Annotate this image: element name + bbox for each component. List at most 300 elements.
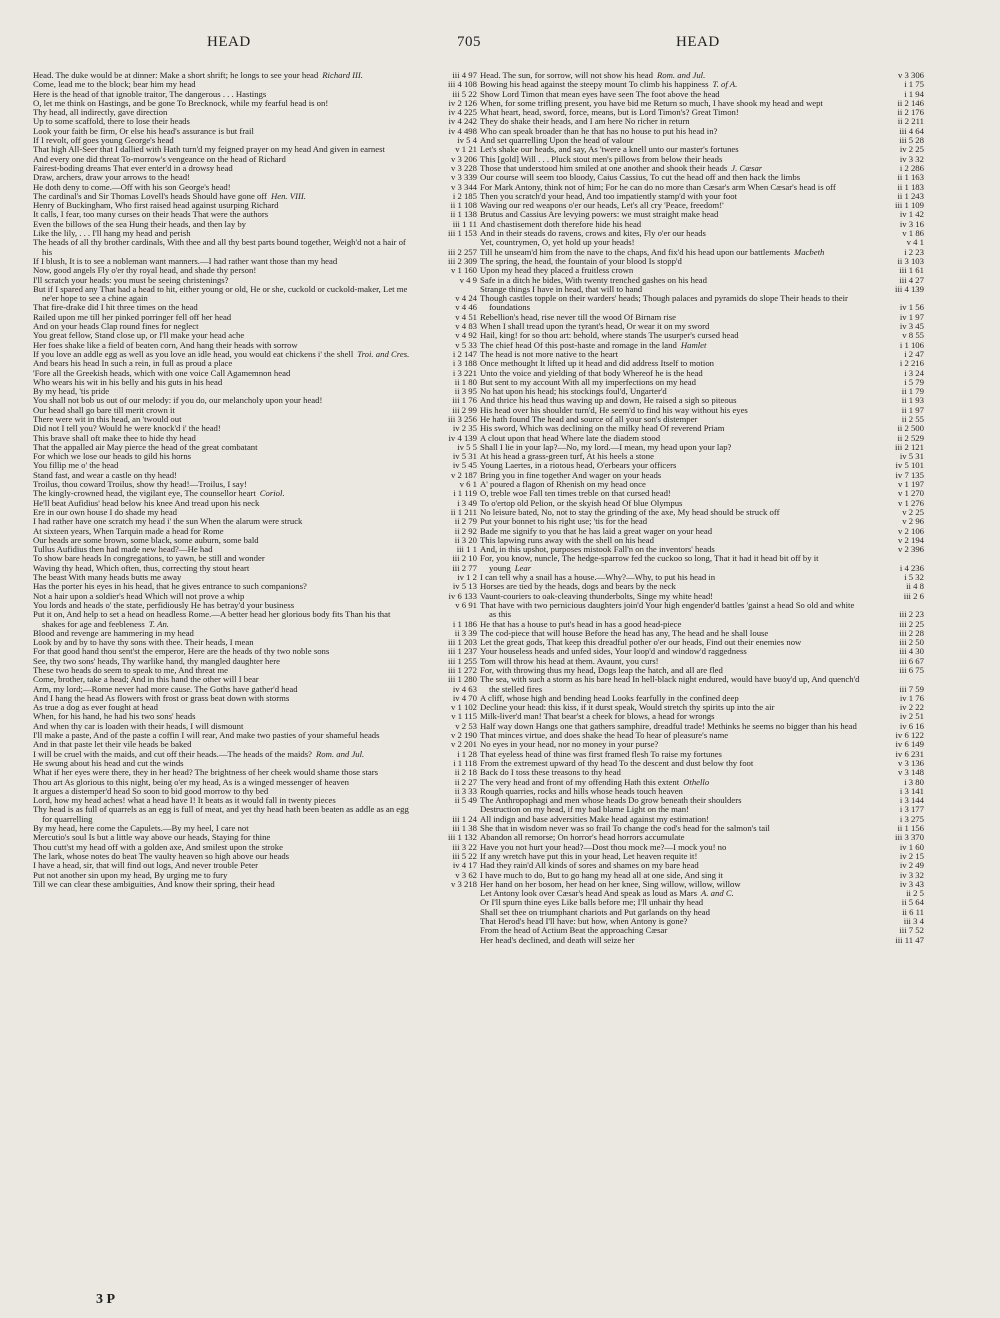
entry-quotation: Has the porter his eyes in his head, that he gives entrance to such companions? [33, 581, 307, 592]
concordance-entry [480, 601, 924, 620]
entry-quotation: Brutus and Cassius Are levying powers: we must straight make head [480, 209, 719, 220]
entry-quotation: Tullus Aufidius then had made new head?—He had [33, 544, 213, 555]
concordance-entry [480, 554, 924, 573]
entry-quotation: Thou cutt'st my head off with a golden axe, And smilest upon the stroke [33, 841, 283, 852]
entry-quotation: There were wit in this head, an 'twould out [33, 413, 182, 424]
entry-reference: v 1 276 [897, 497, 924, 508]
concordance-entry [33, 880, 477, 889]
entry-quotation: Vaunt-couriers to oak-cleaving thunderbolts, Singe my white head! [480, 590, 714, 601]
entry-quotation: Horses are tied by the heads, dogs and bears by the neck [480, 581, 676, 592]
entry-quotation: And when thy car is loaden with their heads, I will dismount [33, 720, 244, 731]
entry-quotation: O, treble woe Fall ten times treble on that cursed head! [480, 488, 671, 499]
page-number: 705 [457, 34, 481, 50]
entry-play-title: T. An. [148, 618, 169, 629]
entry-reference: iii 1 280 [448, 674, 477, 685]
entry-quotation: Thy head is as full of quarrels as an egg is full of meat, and yet thy head hath been beaten as addle as an egg for quarrelling [33, 804, 409, 824]
entry-reference: v 3 306 [897, 70, 924, 80]
entry-quotation: The cardinal's and Sir Thomas Lovell's heads Should have gone off [33, 190, 267, 201]
entry-reference: iv 4 242 [448, 116, 477, 127]
entry-reference: v 4 9 [459, 274, 477, 285]
entry-quotation: Milk-liver'd man! That bear'st a cheek for blows, a head for wrongs [480, 711, 715, 722]
entry-quotation: The kingly-crowned head, the vigilant eye, The counsellor heart [33, 488, 256, 499]
entry-reference: iii 2 23 [899, 609, 924, 620]
entry-reference: iii 2 99 [452, 404, 477, 415]
entry-reference: iv 6 16 [899, 720, 924, 731]
entry-reference: v 2 194 [897, 534, 924, 545]
concordance-entry [33, 285, 477, 304]
entry-quotation: Thy head, all indirectly, gave direction [33, 107, 168, 118]
entry-quotation: Head. The sun, for sorrow, will not show his head [480, 70, 653, 80]
entry-quotation: It argues a distemper'd head So soon to bid good morrow to thy bed [33, 785, 269, 796]
entry-quotation: Yet, countrymen, O, yet hold up your heads! [480, 237, 635, 248]
entry-reference: v 3 136 [897, 757, 924, 768]
concordance-entry [480, 936, 924, 945]
entry-quotation: By my head, here come the Capulets.—By my heel, I care not [33, 823, 249, 834]
entry-reference: v 3 339 [450, 172, 477, 183]
entry-quotation: No hat upon his head; his stockings foul'd, Ungarter'd [480, 386, 667, 397]
entry-reference: i 3 188 [452, 358, 477, 369]
entry-quotation: Show Lord Timon that mean eyes have seen The foot above the head [480, 88, 720, 99]
entry-reference: v 4 1 [906, 237, 924, 248]
entry-quotation: And chastisement doth therefore hide his head [480, 218, 642, 229]
entry-reference: ii 2 92 [454, 525, 477, 536]
entry-quotation: Who can speak broader than he that has no house to put his head in? [480, 125, 718, 136]
concordance-entry [480, 294, 924, 313]
entry-reference: ii 1 183 [897, 181, 924, 192]
entry-quotation: That fire-drake did I hit three times on the head [33, 302, 198, 313]
entry-quotation: The heads of all thy brother cardinals, With thee and all thy best parts bound together, Weigh'd not a hair of his [33, 237, 406, 257]
entry-quotation: The head is not more native to the heart [480, 348, 618, 359]
entry-reference: iii 3 4 [903, 916, 924, 927]
entry-reference: iv 1 60 [899, 841, 924, 852]
entry-quotation: Bring you in fine together And wager on your heads [480, 469, 662, 480]
entry-reference: iii 1 132 [448, 832, 477, 843]
entry-quotation: Troilus, thou coward Troilus, show thy head!—Troilus, I say! [33, 479, 247, 490]
entry-reference: ii 5 49 [454, 795, 477, 806]
entry-quotation: The spring, the head, the fountain of your blood Is stopp'd [480, 255, 682, 266]
entry-quotation: Look by and by to have thy sons with thee. Their heads, I mean [33, 637, 254, 648]
entry-quotation: Look your faith be firm, Or else his head's assurance is but frail [33, 125, 254, 136]
entry-reference: iii 6 75 [899, 665, 924, 675]
entry-quotation: The chief head Of this post-haste and romage in the land [480, 339, 677, 350]
entry-quotation: Decline your head: this kiss, if it durst speak, Would stretch thy spirits up into the air [480, 702, 775, 713]
entry-reference: iii 1 153 [448, 228, 477, 239]
entry-quotation: That minces virtue, and does shake the head To hear of pleasure's name [480, 730, 729, 741]
running-head-right: HEAD [676, 34, 720, 50]
entry-reference: ii 2 55 [901, 413, 924, 424]
entry-quotation: For Mark Antony, think not of him; For he can do no more than Cæsar's arm When Cæsar's head is off [480, 181, 836, 192]
entry-reference: iv 5 31 [899, 451, 924, 462]
entry-reference: iv 4 498 [448, 125, 477, 136]
entry-quotation: Her head's declined, and death will seize her [480, 934, 635, 945]
entry-reference: ii 1 211 [450, 506, 477, 517]
entry-quotation: Bade me signify to you that he has laid a great wager on your head [480, 525, 713, 536]
entry-reference: iv 2 25 [899, 144, 924, 155]
entry-reference: ii 1 93 [901, 395, 924, 406]
entry-reference: iii 1 76 [452, 395, 477, 406]
entry-quotation: He'll beat Aufidius' head below his knee And tread upon his neck [33, 497, 260, 508]
entry-quotation: Put your bonnet to his right use; 'tis for the head [480, 516, 648, 527]
entry-reference: v 3 344 [450, 181, 477, 192]
left-column [33, 71, 477, 889]
entry-reference: iv 2 51 [899, 711, 924, 722]
entry-quotation: I have much to do, But to go hang my head all at one side, And sing it [480, 869, 723, 880]
entry-quotation: I can tell why a snail has a house.—Why?—Why, to put his head in [480, 572, 716, 583]
entry-quotation: As true a dog as ever fought at head [33, 702, 158, 713]
entry-reference: v 2 187 [450, 469, 477, 480]
entry-quotation: That Herod's head I'll have: but how, when Antony is gone? [480, 916, 688, 927]
entry-quotation: The sea, with such a storm as his bare head In hell-black night endured, would have buoy'd up, And quench'd the stelled fires [480, 674, 860, 694]
entry-reference: iv 5 5 [457, 441, 477, 452]
entry-quotation: For, you know, nuncle, The hedge-sparrow fed the cuckoo so long, That it had it head bit off by it young [480, 553, 819, 573]
entry-quotation: Unto the voice and yielding of that body Whereof he is the head [480, 367, 703, 378]
entry-reference: iv 1 2 [457, 572, 477, 583]
entry-reference: i 5 32 [904, 572, 924, 583]
entry-quotation: Our heads are some brown, some black, some auburn, some bald [33, 534, 259, 545]
entry-quotation: What if her eyes were there, they in her head? The brightness of her cheek would shame those stars [33, 767, 379, 778]
entry-quotation: They do shake their heads, and I am here No richer in return [480, 116, 690, 127]
entry-quotation: Destruction on my head, if my bad blame Light on the man! [480, 804, 689, 815]
entry-quotation: 'Fore all the Greekish heads, which with one voice Call Agamemnon head [33, 367, 291, 378]
entry-reference: v 2 106 [897, 525, 924, 536]
entry-reference: v 2 396 [897, 544, 924, 555]
entry-quotation: You lords and heads o' the state, perfidiously He has betray'd your business [33, 599, 295, 610]
entry-quotation: See, thy two sons' heads, Thy warlike hand, thy mangled daughter here [33, 655, 281, 666]
entry-quotation: Upon my head they placed a fruitless crown [480, 265, 634, 276]
entry-reference: ii 1 243 [897, 190, 924, 201]
entry-quotation: Till we can clear these ambiguities, And know their spring, their head [33, 878, 275, 889]
entry-reference: ii 1 97 [901, 404, 924, 415]
entry-quotation: I had rather have one scratch my head i' the sun When the alarum were struck [33, 516, 303, 527]
entry-reference: i 3 80 [904, 776, 924, 787]
entry-play-title: Troi. and Cres. [357, 348, 410, 359]
entry-quotation: Rough quarries, rocks and hills whose heads touch heaven [480, 785, 683, 796]
entry-quotation: I'll make a paste, And of the paste a coffin I will rear, And make two pasties of your shameful heads [33, 730, 380, 741]
entry-reference: iii 1 38 [452, 823, 477, 834]
entry-reference: v 4 46 [455, 302, 477, 313]
entry-play-title: Richard III. [322, 70, 363, 80]
entry-reference: v 4 51 [455, 311, 477, 322]
entry-reference: iv 4 70 [452, 692, 477, 703]
entry-reference: iii 7 59 [899, 683, 924, 694]
entry-quotation: These two heads do seem to speak to me, And threat me [33, 665, 228, 675]
entry-reference: v 2 201 [450, 739, 477, 750]
entry-play-title: A. and C. [701, 888, 734, 899]
entry-reference: v 4 83 [455, 321, 477, 332]
entry-quotation: Here is the head of that ignoble traitor, The dangerous . . . Hastings [33, 88, 267, 99]
entry-quotation: That have with two pernicious daughters join'd Your high engender'd battles 'gainst a head So old and white as this [480, 599, 855, 620]
entry-quotation: Or I'll spurn thine eyes Like balls before me; I'll unhair thy head [480, 897, 704, 908]
entry-quotation: You fillip me o' the head [33, 460, 119, 471]
entry-reference: v 1 115 [451, 711, 477, 722]
entry-quotation: Blood and revenge are hammering in my head [33, 627, 194, 638]
entry-quotation: Up to some scaffold, there to lose their heads [33, 116, 190, 127]
entry-reference: ii 1 79 [901, 386, 924, 397]
entry-quotation: Tom will throw his head at them. Avaunt, you curs! [480, 655, 659, 666]
entry-quotation: From the extremest upward of thy head To the descent and dust below thy foot [480, 757, 754, 768]
entry-reference: i 3 24 [904, 367, 924, 378]
entry-quotation: Draw, archers, draw your arrows to the head! [33, 172, 190, 183]
entry-reference: iv 2 49 [899, 860, 924, 871]
entry-quotation: Mercutio's soul Is but a little way above our heads, Staying for thine [33, 832, 271, 843]
signature-mark: 3 P [96, 1292, 116, 1307]
entry-quotation: And bears his head In such a rein, in full as proud a place [33, 358, 233, 369]
entry-reference: i 1 106 [899, 339, 924, 350]
entry-quotation: Her foes shake like a field of beaten corn, And hang their heads with sorrow [33, 339, 298, 350]
running-head-left: HEAD [207, 34, 251, 50]
entry-quotation: Railed upon me till her pinked porringer fell off her head [33, 311, 232, 322]
entry-quotation: And set quarrelling Upon the head of valour [480, 135, 634, 146]
entry-reference: i 3 177 [899, 804, 924, 815]
entry-reference: iv 1 97 [899, 311, 924, 322]
entry-reference: i 2 47 [904, 348, 924, 359]
entry-reference: iv 6 133 [448, 590, 477, 601]
entry-reference: iii 1 237 [448, 646, 477, 657]
entry-quotation: Let the great gods, That keep this dreadful pother o'er our heads, Find out their enemies now [480, 637, 802, 648]
entry-quotation: The Anthropophagi and men whose heads Do grow beneath their shoulders [480, 795, 742, 806]
entry-reference: iv 6 231 [895, 748, 924, 759]
entry-reference: iv 1 42 [899, 209, 924, 220]
entry-quotation: And, in this upshot, purposes mistook Fall'n on the inventors' heads [480, 544, 715, 555]
entry-quotation: Our course will seem too bloody, Caius Cassius, To cut the head off and then hack the limbs [480, 172, 801, 183]
entry-reference: i 4 236 [899, 562, 924, 573]
entry-reference: i 1 186 [452, 618, 477, 629]
entry-play-title: T. of A. [712, 79, 738, 90]
entry-quotation: If you love an addle egg as well as you love an idle head, you would eat chickens i' the shell [33, 348, 354, 359]
entry-reference: v 6 1 [459, 479, 477, 490]
entry-reference: iii 6 67 [899, 655, 924, 666]
entry-reference: iv 4 63 [452, 683, 477, 694]
entry-quotation: Let's shake our heads, and say, As 'twere a knell unto our master's fortunes [480, 144, 739, 155]
entry-quotation: This lapwing runs away with the shell on his head [480, 534, 654, 545]
entry-quotation: Stand fast, and wear a castle on thy head! [33, 469, 178, 480]
entry-quotation: And every one did threat To-morrow's vengeance on the head of Richard [33, 153, 286, 164]
entry-reference: iv 5 101 [895, 460, 924, 471]
entry-reference: iii 3 22 [452, 841, 477, 852]
entry-quotation: That high All-Seer that I dallied with Hath turn'd my feigned prayer on my head And given in earnest [33, 144, 385, 155]
entry-reference: v 3 148 [897, 767, 924, 778]
entry-quotation: Have you not hurt your head?—Dost thou mock me?—I mock you! no [480, 841, 727, 852]
entry-reference: iii 2 121 [895, 441, 924, 452]
entry-quotation: Safe in a ditch he bides, With twenty trenched gashes on his head [480, 274, 707, 285]
entry-quotation: She that in wisdom never was so frail To change the cod's head for the salmon's tail [480, 823, 770, 834]
entry-reference: ii 1 108 [450, 200, 477, 211]
entry-quotation: I'll scratch your heads: you must be seeing christenings? [33, 274, 229, 285]
entry-reference: iv 3 16 [899, 218, 924, 229]
entry-quotation: He hath found The head and source of all your son's distemper [480, 413, 698, 424]
entry-reference: iii 4 108 [448, 79, 477, 90]
entry-quotation: Young Laertes, in a riotous head, O'erbears your officers [480, 460, 677, 471]
entry-reference: v 5 33 [455, 339, 477, 350]
entry-quotation: For that good hand thou sent'st the emperor, Here are the heads of thy two noble sons [33, 646, 330, 657]
entry-quotation: But if I spared any That had a head to hit, either young or old, He or she, cuckold or cuckold-maker, Let me ne'er hope to see a chine again [33, 283, 408, 304]
entry-quotation: To show bare heads In congregations, to yawn, be still and wonder [33, 553, 265, 564]
entry-quotation: You shall not bob us out of our melody: if you do, our melancholy upon your head! [33, 395, 323, 406]
entry-play-title: Rom. and Jul. [315, 748, 365, 759]
entry-quotation: Not a hair upon a soldier's head Which will not prove a whip [33, 590, 245, 601]
concordance-entry [33, 805, 477, 824]
entry-reference: i 3 275 [899, 813, 924, 824]
entry-quotation: The beast With many heads butts me away [33, 572, 182, 583]
entry-reference: i 3 144 [899, 795, 924, 806]
entry-reference: iii 2 6 [903, 590, 924, 601]
entry-reference: iv 6 122 [895, 730, 924, 741]
entry-reference: v 8 55 [902, 330, 924, 341]
entry-quotation: Back do I toss these treasons to thy head [480, 767, 621, 778]
entry-reference: i 1 119 [453, 488, 477, 499]
entry-quotation: No leisure bated, No, not to stay the grinding of the axe, My head should be struck off [480, 506, 780, 517]
entry-reference: ii 3 20 [454, 534, 477, 545]
entry-quotation: Who wears his wit in his belly and his guts in his head [33, 376, 223, 387]
entry-quotation: Arm, my lord;—Rome never had more cause. The Goths have gather'd head [33, 683, 298, 694]
entry-reference: iii 3 256 [448, 413, 477, 424]
entry-quotation: What heart, head, sword, force, means, but is Lord Timon's? Great Timon! [480, 107, 739, 118]
entry-quotation: He that has a house to put's head in has a good head-piece [480, 618, 682, 629]
entry-reference: ii 3 33 [454, 785, 477, 796]
entry-reference: v 4 92 [455, 330, 477, 341]
entry-quotation: O, let me think on Hastings, and be gone To Brecknock, while my fearful head is on! [33, 97, 329, 108]
entry-reference: iv 1 56 [899, 302, 924, 313]
entry-reference: iv 4 225 [448, 107, 477, 118]
entry-play-title: Hen. VIII. [270, 190, 306, 201]
entry-reference: ii 1 80 [454, 376, 477, 387]
entry-quotation: From the head of Actium Beat the approaching Cæsar [480, 925, 668, 936]
entry-reference: iii 2 77 [452, 562, 477, 573]
entry-quotation: At sixteen years, When Tarquin made a head for Rome [33, 525, 224, 536]
entry-quotation: Come, brother, take a head; And in this hand the other will I bear [33, 674, 259, 685]
entry-reference: ii 3 39 [454, 627, 477, 638]
entry-quotation: When I shall tread upon the tyrant's head, Or wear it on my sword [480, 321, 710, 332]
entry-reference: i 3 49 [457, 497, 477, 508]
entry-reference: v 1 86 [902, 228, 924, 239]
entry-reference: iii 2 257 [448, 246, 477, 257]
concordance-entry [33, 238, 477, 257]
entry-reference: iii 1 203 [448, 637, 477, 648]
entry-reference: ii 2 79 [454, 516, 477, 527]
entry-reference: iii 4 30 [899, 646, 924, 657]
entry-quotation: That eyeless head of thine was first framed flesh To raise my fortunes [480, 748, 722, 759]
entry-reference: i 1 28 [457, 748, 477, 759]
entry-reference: v 3 62 [455, 869, 477, 880]
entry-reference: iii 1 11 [452, 218, 477, 229]
entry-play-title: Macbeth [793, 246, 825, 257]
entry-reference: iv 5 45 [452, 460, 477, 471]
entry-quotation: All indign and base adversities Make head against my estimation! [480, 813, 709, 824]
entry-quotation: Now, good angels Fly o'er thy royal head, and shade thy person! [33, 265, 257, 276]
entry-quotation: But sent to my account With all my imperfections on my head [480, 376, 696, 387]
entry-quotation: Those that understood him smiled at one another and shook their heads [480, 162, 728, 173]
entry-quotation: By my head, 'tis pride [33, 386, 110, 397]
entry-play-title: Coriol. [259, 488, 285, 499]
entry-quotation: He doth deny to come.—Off with his son George's head! [33, 181, 231, 192]
entry-quotation: He swung about his head and cut the winds [33, 757, 184, 768]
entry-reference: iii 2 10 [452, 553, 477, 564]
entry-reference: v 1 21 [455, 144, 477, 155]
entry-reference: iv 5 4 [457, 135, 477, 146]
entry-reference: iv 2 35 [452, 423, 477, 434]
entry-reference: i 2 216 [899, 358, 924, 369]
entry-reference: v 3 228 [450, 162, 477, 173]
page-header [0, 34, 1000, 54]
entry-reference: i 1 118 [453, 757, 477, 768]
entry-quotation: Then you scratch'd your head, And too impatiently stamp'd with your foot [480, 190, 737, 201]
entry-quotation: Fairest-boding dreams That ever enter'd in a drowsy head [33, 162, 233, 173]
entry-play-title: Hamlet [680, 339, 707, 350]
entry-reference: v 2 53 [455, 720, 477, 731]
entry-reference: i 1 75 [904, 79, 924, 90]
entry-reference: iii 4 139 [895, 283, 924, 294]
entry-reference: v 2 25 [902, 506, 924, 517]
entry-quotation: Like the lily, . . . I'll hang my head and perish [33, 228, 191, 239]
entry-reference: iii 2 309 [448, 255, 477, 266]
entry-reference: i 2 147 [452, 348, 477, 359]
entry-quotation: If any wretch have put this in your head, Let heaven requite it! [480, 850, 698, 861]
entry-reference: iv 5 31 [452, 451, 477, 462]
entry-quotation: Put not another sin upon my head, By urging me to fury [33, 869, 228, 880]
entry-quotation: Bowing his head against the steepy mount To climb his happiness [480, 79, 709, 90]
entry-reference: iv 5 13 [452, 581, 477, 592]
entry-reference: ii 2 18 [454, 767, 477, 778]
entry-reference: v 1 102 [450, 702, 477, 713]
entry-reference: ii 1 138 [450, 209, 477, 220]
entry-reference: ii 4 8 [906, 581, 924, 592]
entry-quotation: Her hand on her bosom, her head on her knee, Sing willow, willow, willow [480, 878, 741, 889]
entry-quotation: The very head and front of my offending Hath this extent [480, 776, 680, 787]
entry-quotation: Head. The duke would be at dinner: Make a short shrift; he longs to see your head [33, 70, 319, 80]
entry-quotation: I will be cruel with the maids, and cut off their heads.—The heads of the maids? [33, 748, 312, 759]
entry-reference: iii 7 52 [899, 925, 924, 936]
entry-quotation: When, for his hand, he had his two sons' heads [33, 711, 196, 722]
entry-reference: ii 6 11 [902, 906, 924, 917]
entry-quotation: No eyes in your head, nor no money in your purse? [480, 739, 659, 750]
entry-reference: iii 2 28 [899, 627, 924, 638]
entry-reference: iii 1 255 [448, 655, 477, 666]
entry-quotation: That the appalled air May pierce the head of the great combatant [33, 441, 258, 452]
entry-quotation: Even the billows of the sea Hung their heads, and then lay by [33, 218, 247, 229]
entry-quotation: Till he unseam'd him from the nave to the chaps, And fix'd his head upon our battlements [480, 246, 790, 257]
entry-reference: iii 4 97 [452, 70, 477, 80]
entry-reference: v 1 197 [897, 479, 924, 490]
entry-quotation: A clout upon that head Where late the diadem stood [480, 432, 661, 443]
entry-reference: iv 6 149 [895, 739, 924, 750]
entry-quotation: Lord, how my head aches! what a head have I! It beats as it would fall in twenty pieces [33, 795, 336, 806]
entry-reference: ii 2 176 [897, 107, 924, 118]
entry-quotation: Shall I lie in your lap?—No, my lord.—I mean, my head upon your lap? [480, 441, 732, 452]
entry-quotation: I have a head, sir, that will find out logs, And never trouble Peter [33, 860, 258, 871]
entry-reference: i 1 94 [904, 88, 924, 99]
entry-reference: iv 3 45 [899, 321, 924, 332]
entry-reference: v 1 270 [897, 488, 924, 499]
entry-reference: ii 2 5 [906, 888, 924, 899]
entry-quotation: It calls, I fear, too many curses on their heads That were the authors [33, 209, 269, 220]
entry-reference: ii 2 146 [897, 97, 924, 108]
entry-quotation: And on your heads Clap round fines for neglect [33, 321, 199, 332]
entry-quotation: For, with throwing thus my head, Dogs leap the hatch, and all are fled [480, 665, 723, 675]
entry-reference: iv 1 76 [899, 692, 924, 703]
entry-reference: iii 4 27 [899, 274, 924, 285]
entry-reference: v 2 96 [902, 516, 924, 527]
entry-quotation: Let Antony look over Cæsar's head And speak as loud as Mars [480, 888, 698, 899]
entry-reference: ii 2 211 [897, 116, 924, 127]
concordance-entry [33, 610, 477, 629]
entry-reference: v 2 190 [450, 730, 477, 741]
entry-quotation: If I revolt, off goes young George's head [33, 135, 174, 146]
entry-reference: iv 4 139 [448, 432, 477, 443]
entry-reference: iii 1 61 [899, 265, 924, 276]
entry-quotation: This [gold] Will . . . Pluck stout men's pillows from below their heads [480, 153, 723, 164]
entry-reference: i 2 286 [899, 162, 924, 173]
entry-reference: iv 2 22 [899, 702, 924, 713]
